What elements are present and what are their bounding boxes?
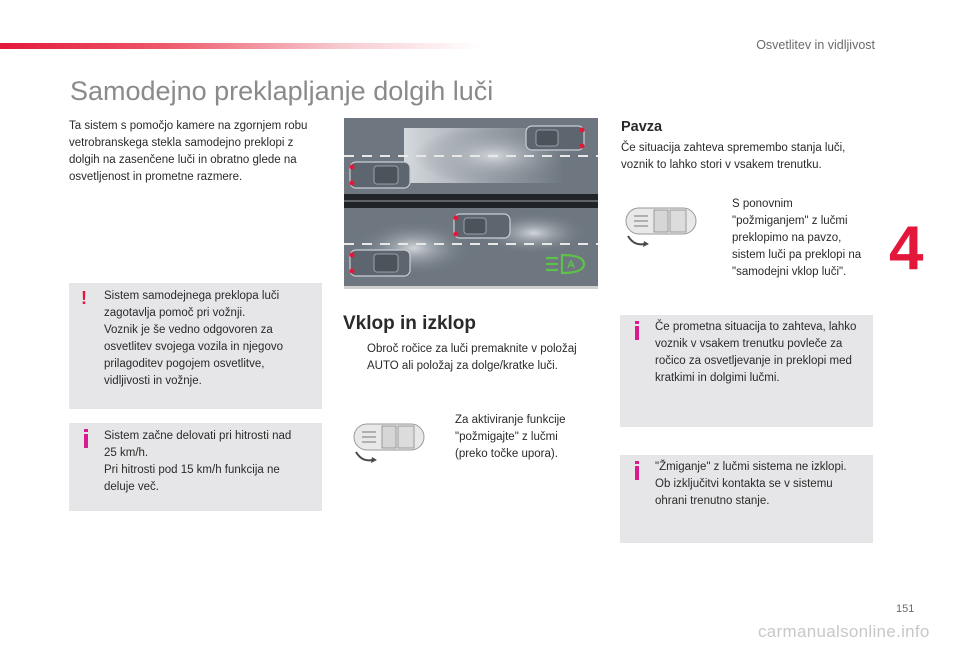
- text-line: AUTO ali položaj za dolge/kratke luči.: [367, 360, 558, 372]
- text-line: Sistem začne delovati pri hitrosti nad: [104, 430, 292, 442]
- section-title: Osvetlitev in vidljivost: [756, 38, 875, 52]
- intro-paragraph: Ta sistem s pomočjo kamere na zgornjem robu vetrobranskega stekla samodejno preklopi z dolgih na zasenčene luči in obratno glede na osvetljenost in prometne razmere.: [69, 120, 308, 183]
- auto-badge-label: A: [567, 259, 575, 271]
- traffic-info-note: [620, 315, 873, 427]
- header-accent-bar: [0, 43, 480, 49]
- text-line: prilagoditev pogojem osvetlitve,: [104, 358, 265, 370]
- info-icon: [635, 466, 639, 480]
- leading-car-icon: [454, 214, 511, 238]
- speed-info-note: [69, 423, 322, 511]
- flash-info-note: [620, 455, 873, 543]
- info-icon-dot: [635, 321, 639, 324]
- text-line: 25 km/h.: [104, 447, 149, 459]
- text-line: osvetlitev svojega vozila in njegovo: [104, 341, 283, 353]
- text-line: vidljivosti in vožnje.: [104, 375, 202, 387]
- text-line: "požmigajte" z lučmi: [455, 431, 558, 443]
- text-line: Če situacija zahteva spremembo stanja luči,: [621, 142, 846, 154]
- text-line: voznik v vsakem trenutku povleče za: [655, 338, 843, 350]
- text-line: Obroč ročice za luči premaknite v položaj: [367, 343, 577, 355]
- chapter-number: 4: [889, 214, 924, 283]
- text-line: Za aktiviranje funkcije: [455, 414, 566, 426]
- text-line: S ponovnim: [732, 198, 793, 210]
- page-title: Samodejno preklapljanje dolgih luči: [70, 76, 494, 106]
- text-line: ohrani trenutno stanje.: [655, 495, 770, 507]
- illustration-divider: [344, 286, 598, 289]
- page-number: 151: [896, 603, 915, 615]
- text-line: "požmiganjem" z lučmi: [732, 215, 848, 227]
- text-line: Pri hitrosti pod 15 km/h funkcija ne: [104, 464, 280, 476]
- text-line: preklopimo na pavzo,: [732, 232, 842, 244]
- text-line: zagotavlja pomoč pri vožnji.: [104, 307, 246, 319]
- text-line: deluje več.: [104, 481, 159, 493]
- warning-note: [69, 283, 322, 409]
- own-car-icon: [350, 162, 411, 188]
- text-line: voznik to lahko stori v vsakem trenutku.: [621, 159, 822, 171]
- text-line: "samodejni vklop luči".: [732, 266, 847, 278]
- pause-intro: [621, 140, 876, 174]
- info-icon: [84, 434, 88, 448]
- warning-note-text: [104, 288, 319, 390]
- text-line: Ob izključitvi kontakta se v sistemu: [655, 478, 833, 490]
- text-line: kratkimi in dolgimi lučmi.: [655, 372, 780, 384]
- pause-heading: Pavza: [621, 119, 663, 135]
- traffic-info-text: [655, 319, 870, 387]
- oncoming-car-icon: [526, 126, 585, 150]
- text-line: (preko točke upora).: [455, 448, 558, 460]
- text-line: ročico za osvetljevanje in preklopi med: [655, 355, 852, 367]
- light-stalk-image: [352, 420, 426, 464]
- speed-info-text: [104, 428, 319, 496]
- activation-heading: Vklop in izklop: [343, 313, 477, 334]
- text-line: "Žmiganje" z lučmi sistema ne izklopi.: [655, 461, 847, 473]
- activation-step2: [455, 412, 605, 463]
- info-icon-dot: [84, 429, 88, 432]
- text-line: Voznik je še vedno odgovoren za: [104, 324, 273, 336]
- footer-watermark: carmanualsonline.info: [758, 622, 930, 641]
- activation-step1: [367, 341, 602, 375]
- warning-icon: !: [81, 288, 87, 308]
- info-icon: [635, 326, 639, 340]
- text-line: Če prometna situacija to zahteva, lahko: [655, 321, 857, 333]
- text-line: Sistem samodejnega preklopa luči: [104, 290, 280, 302]
- pause-step: [732, 196, 877, 281]
- flash-info-text: [655, 459, 870, 510]
- own-car-bottom-icon: [350, 250, 411, 276]
- light-stalk-image: [624, 204, 698, 248]
- info-icon-dot: [635, 461, 639, 464]
- road-illustration: [344, 118, 598, 288]
- text-line: sistem luči pa preklopi na: [732, 249, 862, 261]
